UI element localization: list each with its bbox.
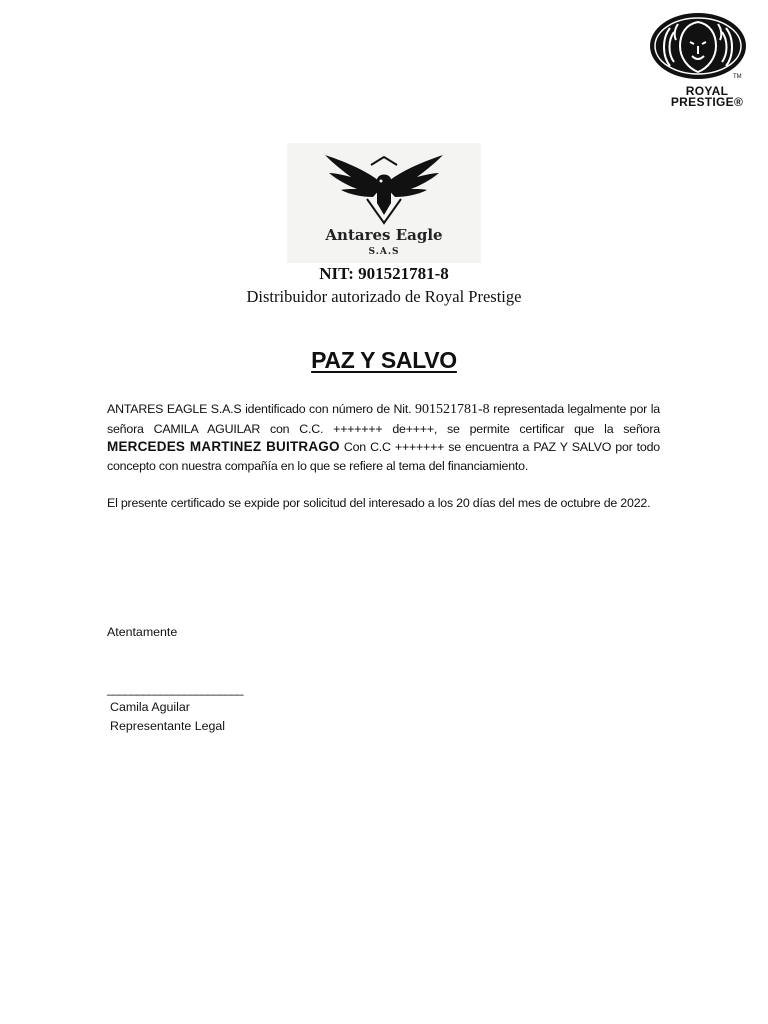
nit-number: 901521781-8 bbox=[414, 402, 490, 417]
closing-text: Atentamente bbox=[107, 625, 178, 639]
paragraph-text: representada legalmente por la señora CAMILA AGUILAR con C.C. +++++++ de++++, se permite certificar que la señora bbox=[107, 402, 660, 436]
body-paragraph-2: El presente certificado se expide por solicitud del interesado a los 20 días del mes de octubre de 2022. bbox=[107, 496, 651, 510]
client-name: MERCEDES MARTINEZ BUITRAGO bbox=[107, 439, 340, 454]
paragraph-text: Con C.C +++++++ se encuentra a PAZ Y SALVO por todo concepto con nuestra compañía en lo que se refiere al tema del financiamiento. bbox=[107, 440, 660, 473]
company-nit: NIT: 901521781-8 bbox=[319, 264, 449, 283]
royal-prestige-wordmark: ROYAL PRESTIGE® bbox=[670, 84, 744, 109]
signer-name: Camila Aguilar bbox=[110, 700, 190, 714]
paragraph-text: ANTARES EAGLE S.A.S identificado con número de Nit. bbox=[107, 402, 415, 416]
antares-eagle-logo bbox=[287, 143, 481, 263]
svg-text:TM: TM bbox=[733, 74, 742, 80]
signer-role: Representante Legal bbox=[110, 719, 226, 733]
body-paragraph-1 bbox=[107, 400, 660, 475]
lion-head-icon bbox=[648, 10, 748, 86]
distributor-line: Distribuidor autorizado de Royal Prestige bbox=[246, 287, 522, 306]
signature-line: _______________________ bbox=[107, 682, 243, 696]
company-logo-name: Antares Eagle bbox=[325, 226, 443, 244]
eagle-icon bbox=[287, 143, 481, 227]
document-title: PAZ Y SALVO bbox=[311, 347, 457, 373]
company-logo-suffix: S.A.S bbox=[368, 247, 400, 257]
